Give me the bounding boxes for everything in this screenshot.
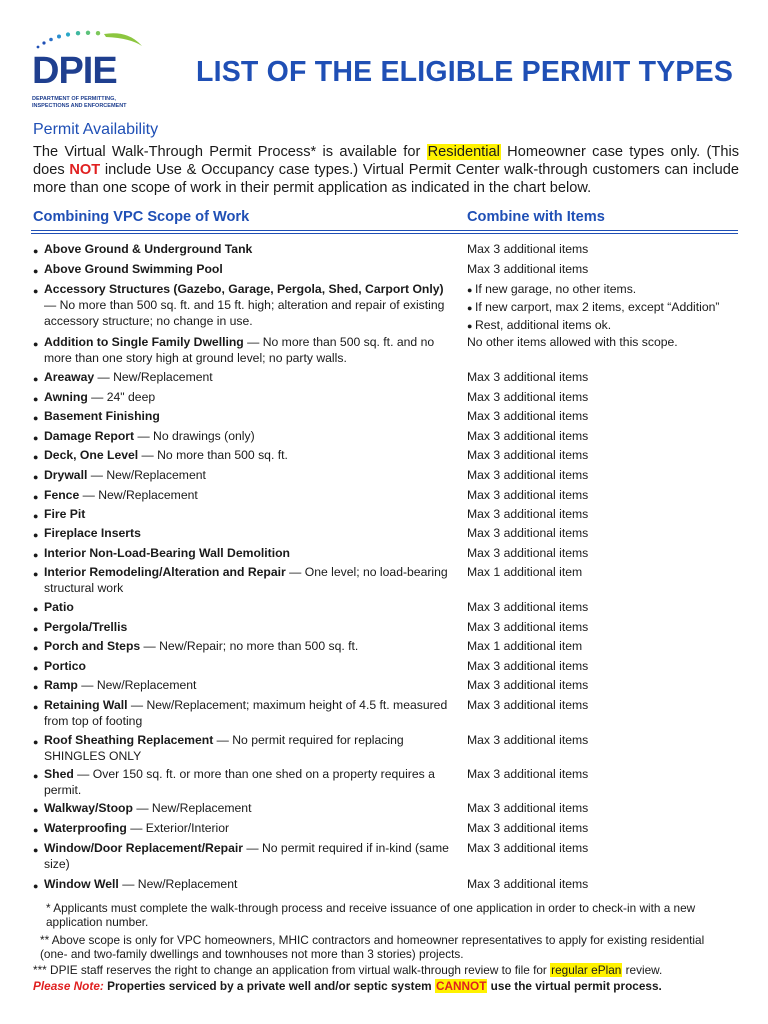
scope-cell: [44, 334, 449, 366]
scope-name: Portico: [44, 659, 86, 673]
scope-name: Awning: [44, 390, 88, 404]
scope-cell: [44, 658, 449, 674]
scope-detail: — One level; no load-bearing structural work: [44, 565, 448, 595]
bullet-icon: ●: [33, 266, 39, 276]
scope-cell: [44, 820, 449, 836]
page-title: LIST OF THE ELIGIBLE PERMIT TYPES: [196, 56, 734, 88]
availability-text: The Virtual Walk-Through Permit Process* is available for Residential Homeowner case types only. (This does NOT include Use & Occupancy case types.) Virtual Permit Center walk-through customers can include more than one scope of work in their permit application as indicated in the chart below.: [33, 144, 739, 196]
scope-cell: [44, 677, 449, 693]
scope-cell: [44, 840, 449, 872]
combine-cell: Max 3 additional items: [467, 877, 589, 891]
not-emphasis: NOT: [69, 162, 101, 178]
scope-name: Interior Remodeling/Alteration and Repair: [44, 565, 286, 579]
logo-subtitle: DEPARTMENT OF PERMITTING, INSPECTIONS AND ENFORCEMENT: [32, 96, 127, 109]
scope-detail: — New/Replacement: [132, 801, 252, 815]
combine-cell: Max 3 additional items: [467, 620, 589, 634]
combine-cell: Max 3 additional items: [467, 262, 589, 276]
combine-list-item: ● Rest, additional items ok.: [467, 318, 612, 332]
scope-detail: — New/Replacement: [79, 488, 198, 502]
scope-cell: [44, 261, 449, 277]
scope-name: Deck, One Level: [44, 448, 139, 462]
bullet-icon: ●: [33, 472, 39, 482]
combine-cell: Max 1 additional item: [467, 565, 583, 579]
combine-cell: Max 3 additional items: [467, 841, 589, 855]
bullet-icon: ●: [33, 492, 39, 502]
combine-cell: Max 3 additional items: [467, 390, 589, 404]
combine-cell: Max 3 additional items: [467, 409, 589, 423]
highlight-eplan: regular ePlan: [551, 963, 622, 977]
combine-cell: Max 3 additional items: [467, 821, 589, 835]
scope-cell: [44, 467, 449, 483]
scope-cell: [44, 800, 449, 816]
bullet-icon: ●: [33, 702, 39, 712]
scope-name: Porch and Steps: [44, 639, 141, 653]
availability-heading: Permit Availability: [33, 121, 159, 138]
scope-name: Addition to Single Family Dwelling: [44, 335, 244, 349]
scope-name: Basement Finishing: [44, 409, 160, 423]
scope-detail: — No more than 500 sq. ft.: [138, 448, 288, 462]
combine-cell: Max 3 additional items: [467, 678, 589, 692]
combine-cell: Max 3 additional items: [467, 468, 589, 482]
combine-cell: Max 3 additional items: [467, 488, 589, 502]
bullet-icon: ●: [33, 286, 39, 296]
combine-cell: Max 3 additional items: [467, 448, 589, 462]
combine-cell: No other items allowed with this scope.: [467, 335, 678, 349]
scope-cell: [44, 545, 449, 561]
bullet-icon: ●: [33, 805, 39, 815]
combine-cell: Max 3 additional items: [467, 659, 589, 673]
scope-name: Above Ground & Underground Tank: [44, 242, 253, 256]
scope-detail: — 24" deep: [87, 390, 156, 404]
scope-cell: [44, 599, 449, 615]
scope-cell: [44, 241, 449, 257]
scope-cell: [44, 619, 449, 635]
combine-cell: Max 1 additional item: [467, 639, 583, 653]
scope-cell: [44, 447, 449, 463]
scope-cell: [44, 732, 449, 764]
scope-detail: — Exterior/Interior: [126, 821, 230, 835]
highlight-residential: Residential: [427, 144, 500, 160]
combine-cell: Max 3 additional items: [467, 801, 589, 815]
scope-cell: [44, 487, 449, 503]
combine-cell: Max 3 additional items: [467, 526, 589, 540]
header-divider-secondary: [31, 233, 738, 234]
bullet-icon: ●: [33, 663, 39, 673]
bullet-icon: ●: [33, 511, 39, 521]
please-note-label: Please Note:: [33, 979, 104, 993]
scope-name: Accessory Structures (Gazebo, Garage, Pergola, Shed, Carport Only): [44, 282, 444, 296]
scope-detail: — New/Replacement: [87, 468, 206, 482]
bullet-icon: ●: [33, 825, 39, 835]
bullet-icon: ●: [33, 246, 39, 256]
scope-name: Patio: [44, 600, 74, 614]
column-header-combine: Combine with Items: [467, 209, 605, 225]
scope-cell: [44, 697, 449, 729]
bullet-icon: ●: [33, 682, 39, 692]
bullet-icon: ●: [33, 881, 39, 891]
scope-name: Interior Non-Load-Bearing Wall Demolition: [44, 546, 291, 560]
combine-list-item: ● If new carport, max 2 items, except “Addition”: [467, 300, 720, 314]
scope-name: Walkway/Stoop: [44, 801, 133, 815]
bullet-icon: ●: [33, 737, 39, 747]
combine-cell: Max 3 additional items: [467, 370, 589, 384]
scope-name: Waterproofing: [44, 821, 127, 835]
scope-detail: — Over 150 sq. ft. or more than one shed on a property requires a permit.: [44, 767, 435, 797]
scope-name: Areaway: [44, 370, 95, 384]
scope-detail: — No more than 500 sq. ft. and 15 ft. high; alteration and repair of existing accessory structure; no change in use.: [44, 298, 445, 328]
bullet-icon: ●: [33, 452, 39, 462]
bullet-icon: ●: [33, 569, 39, 579]
highlight-cannot: CANNOT: [435, 979, 487, 993]
combine-cell: Max 3 additional items: [467, 546, 589, 560]
bullet-icon: ●: [33, 433, 39, 443]
combine-list-item: ● If new garage, no other items.: [467, 282, 637, 296]
bullet-icon: ●: [33, 550, 39, 560]
scope-cell: [44, 564, 449, 596]
scope-detail: — No drawings (only): [134, 429, 255, 443]
scope-cell: [44, 281, 449, 329]
scope-cell: [44, 408, 449, 424]
scope-name: Ramp: [44, 678, 78, 692]
scope-detail: — New/Replacement: [94, 370, 213, 384]
scope-name: Roof Sheathing Replacement: [44, 733, 214, 747]
dpie-logo: [30, 28, 150, 112]
scope-cell: [44, 506, 449, 522]
scope-name: Fire Pit: [44, 507, 86, 521]
scope-name: Drywall: [44, 468, 88, 482]
combine-cell: Max 3 additional items: [467, 242, 589, 256]
column-header-scope: Combining VPC Scope of Work: [33, 209, 250, 225]
bullet-icon: ●: [33, 771, 39, 781]
scope-name: Damage Report: [44, 429, 135, 443]
bullet-icon: ●: [33, 624, 39, 634]
bullet-icon: ●: [467, 285, 475, 295]
scope-detail: — No permit required for replacing SHINGLES ONLY: [44, 733, 404, 763]
bullet-icon: ●: [33, 604, 39, 614]
combine-cell: Max 3 additional items: [467, 767, 589, 781]
combine-cell: Max 3 additional items: [467, 698, 589, 712]
scope-name: Window Well: [44, 877, 119, 891]
scope-cell: [44, 876, 449, 892]
bullet-icon: ●: [467, 303, 475, 313]
combine-cell: Max 3 additional items: [467, 733, 589, 747]
combine-cell: Max 3 additional items: [467, 429, 589, 443]
scope-name: Fireplace Inserts: [44, 526, 141, 540]
scope-cell: [44, 428, 449, 444]
scope-cell: [44, 369, 449, 385]
logo-wordmark: DPIE: [32, 50, 117, 92]
header-divider: [31, 230, 738, 231]
combine-cell: Max 3 additional items: [467, 507, 589, 521]
scope-detail: — No more than 500 sq. ft. and no more than one story high at ground level; no party walls.: [44, 335, 435, 365]
scope-detail: — New/Repair; no more than 500 sq. ft.: [140, 639, 359, 653]
scope-name: Above Ground Swimming Pool: [44, 262, 223, 276]
scope-detail: — New/Replacement; maximum height of 4.5 ft. measured from top of footing: [44, 698, 448, 728]
scope-cell: [44, 525, 449, 541]
scope-name: Fence: [44, 488, 80, 502]
scope-detail: — New/Replacement: [118, 877, 238, 891]
scope-name: Retaining Wall: [44, 698, 128, 712]
scope-cell: [44, 389, 449, 405]
scope-name: Shed: [44, 767, 74, 781]
bullet-icon: ●: [33, 374, 39, 384]
combine-cell: Max 3 additional items: [467, 600, 589, 614]
scope-cell: [44, 638, 449, 654]
combine-cell: [467, 281, 747, 335]
bullet-icon: ●: [467, 321, 475, 331]
bullet-icon: ●: [33, 339, 39, 349]
scope-name: Window/Door Replacement/Repair: [44, 841, 243, 855]
bullet-icon: ●: [33, 643, 39, 653]
scope-cell: [44, 766, 449, 798]
bullet-icon: ●: [33, 530, 39, 540]
scope-detail: — New/Replacement: [77, 678, 197, 692]
bullet-icon: ●: [33, 413, 39, 423]
bullet-icon: ●: [33, 845, 39, 855]
bullet-icon: ●: [33, 394, 39, 404]
scope-name: Pergola/Trellis: [44, 620, 128, 634]
scope-detail: — No permit required if in-kind (same size): [44, 841, 449, 871]
